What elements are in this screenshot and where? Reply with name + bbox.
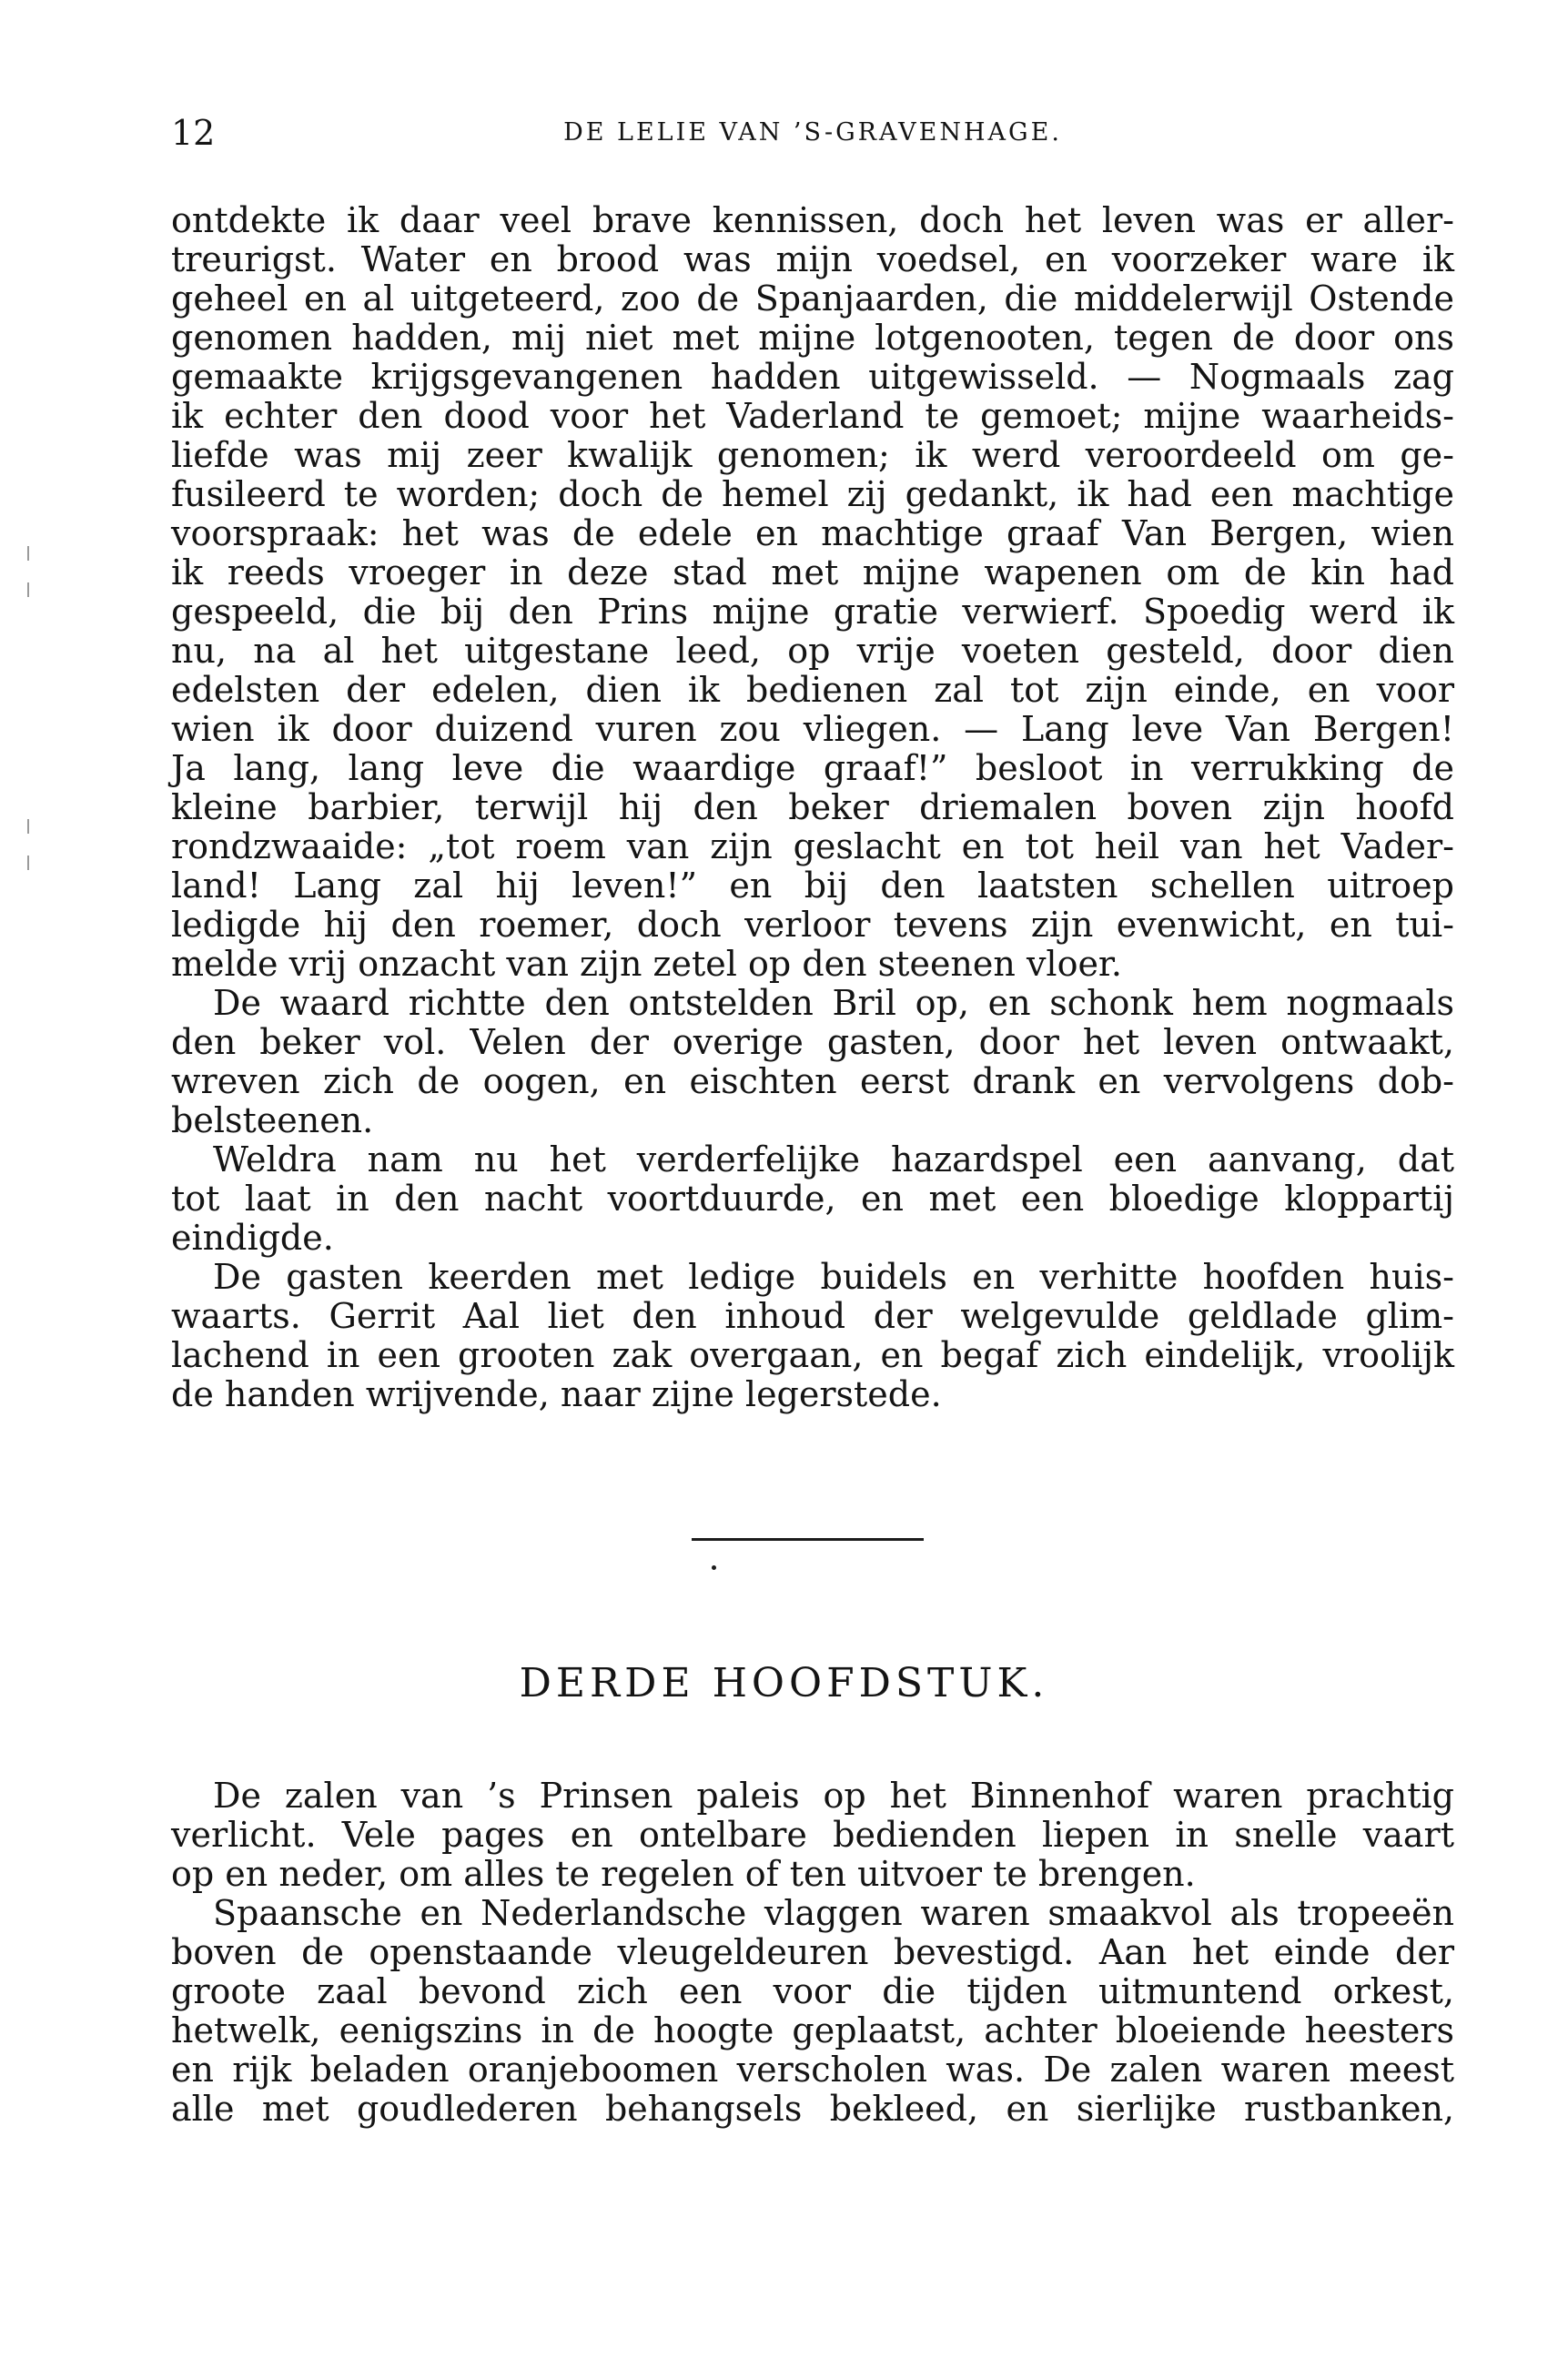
text-line: verlicht. Vele pages en ontelbare bedienden liepen in snelle vaart: [171, 1815, 1454, 1855]
margin-mark: [27, 856, 29, 870]
text-line: treurigst. Water en brood was mijn voedsel, en voorzeker ware ik: [171, 239, 1454, 279]
text-line: groote zaal bevond zich een voor die tijden uitmuntend orkest,: [171, 1971, 1454, 2011]
text-line: geheel en al uitgeteerd, zoo de Spanjaarden, die middelerwijl Ostende: [171, 278, 1454, 319]
text-line: boven de openstaande vleugeldeuren bevestigd. Aan het einde der: [171, 1932, 1454, 1972]
text-line: Ja lang, lang leve die waardige graaf!” besloot in verrukking de: [171, 748, 1454, 788]
page-number: 12: [171, 113, 216, 153]
text-line: den beker vol. Velen der overige gasten, door het leven ontwaakt,: [171, 1022, 1454, 1062]
text-line: op en neder, om alles te regelen of ten uitvoer te brengen.: [171, 1854, 1196, 1894]
divider-dot: [712, 1565, 716, 1570]
text-line: voorspraak: het was de edele en machtige graaf Van Bergen, wien: [171, 513, 1454, 553]
body-text-top: [171, 201, 1454, 1414]
text-line: edelsten der edelen, dien ik bedienen zal tot zijn einde, en voor: [171, 670, 1454, 710]
text-line: ontdekte ik daar veel brave kennissen, doch het leven was er aller-: [171, 200, 1454, 240]
text-line: Spaansche en Nederlandsche vlaggen waren smaakvol als tropeeën: [213, 1893, 1454, 1933]
text-line: De zalen van ’s Prinsen paleis op het Binnenhof waren prachtig: [213, 1776, 1454, 1816]
text-line: waarts. Gerrit Aal liet den inhoud der welgevulde geldlade glim-: [171, 1296, 1454, 1336]
text-line: alle met goudlederen behangsels bekleed, en sierlijke rustbanken,: [171, 2089, 1454, 2129]
text-line: De gasten keerden met ledige buidels en verhitte hoofden huis-: [213, 1257, 1454, 1297]
text-line: ik reeds vroeger in deze stad met mijne wapenen om de kin had: [171, 552, 1454, 592]
text-line: de handen wrijvende, naar zijne legerstede.: [171, 1374, 942, 1414]
text-line: en rijk beladen oranjeboomen verscholen was. De zalen waren meest: [171, 2050, 1454, 2090]
chapter-title: DERDE HOOFDSTUK.: [519, 1660, 1049, 1706]
margin-mark: [27, 582, 29, 597]
body-text-bottom: [171, 1777, 1454, 2129]
running-title: DE LELIE VAN ’S-GRAVENHAGE.: [563, 118, 1062, 147]
text-line: gespeeld, die bij den Prins mijne gratie verwierf. Spoedig werd ik: [171, 592, 1454, 632]
divider-rule-left: [692, 1538, 805, 1541]
text-line: fusileerd te worden; doch de hemel zij gedankt, ik had een machtige: [171, 474, 1454, 514]
divider-rule-right: [805, 1538, 924, 1541]
text-line: kleine barbier, terwijl hij den beker driemalen boven zijn hoofd: [171, 787, 1454, 827]
text-line: lachend in een grooten zak overgaan, en begaf zich eindelijk, vroolijk: [171, 1335, 1454, 1375]
text-line: ledigde hij den roemer, doch verloor tevens zijn evenwicht, en tui-: [171, 905, 1454, 945]
page-header: [171, 107, 1454, 158]
text-line: rondzwaaide: „tot roem van zijn geslacht en tot heil van het Vader-: [171, 826, 1454, 866]
text-line: hetwelk, eenigszins in de hoogte geplaatst, achter bloeiende heesters: [171, 2010, 1454, 2050]
margin-marks: [27, 546, 31, 910]
text-line: liefde was mij zeer kwalijk genomen; ik werd veroordeeld om ge-: [171, 435, 1454, 475]
text-line: belsteenen.: [171, 1100, 374, 1140]
margin-mark: [27, 546, 29, 561]
section-divider: [0, 1538, 1568, 1574]
text-line: land! Lang zal hij leven!” en bij den laatsten schellen uitroep: [171, 866, 1454, 906]
text-line: Weldra nam nu het verderfelijke hazardspel een aanvang, dat: [213, 1139, 1454, 1180]
text-line: nu, na al het uitgestane leed, op vrije voeten gesteld, door dien: [171, 631, 1454, 671]
text-line: melde vrij onzacht van zijn zetel op den steenen vloer.: [171, 944, 1122, 984]
text-line: gemaakte krijgsgevangenen hadden uitgewisseld. — Nogmaals zag: [171, 357, 1454, 397]
text-line: wreven zich de oogen, en eischten eerst drank en vervolgens dob-: [171, 1061, 1454, 1101]
margin-mark: [27, 819, 29, 834]
text-line: genomen hadden, mij niet met mijne lotgenooten, tegen de door ons: [171, 318, 1454, 358]
text-line: wien ik door duizend vuren zou vliegen. — Lang leve Van Bergen!: [171, 709, 1454, 749]
text-line: eindigde.: [171, 1218, 334, 1258]
text-line: ik echter den dood voor het Vaderland te gemoet; mijne waarheids-: [171, 396, 1454, 436]
text-line: De waard richtte den ontstelden Bril op, en schonk hem nogmaals: [213, 983, 1454, 1023]
text-line: tot laat in den nacht voortduurde, en met een bloedige kloppartij: [171, 1179, 1454, 1219]
